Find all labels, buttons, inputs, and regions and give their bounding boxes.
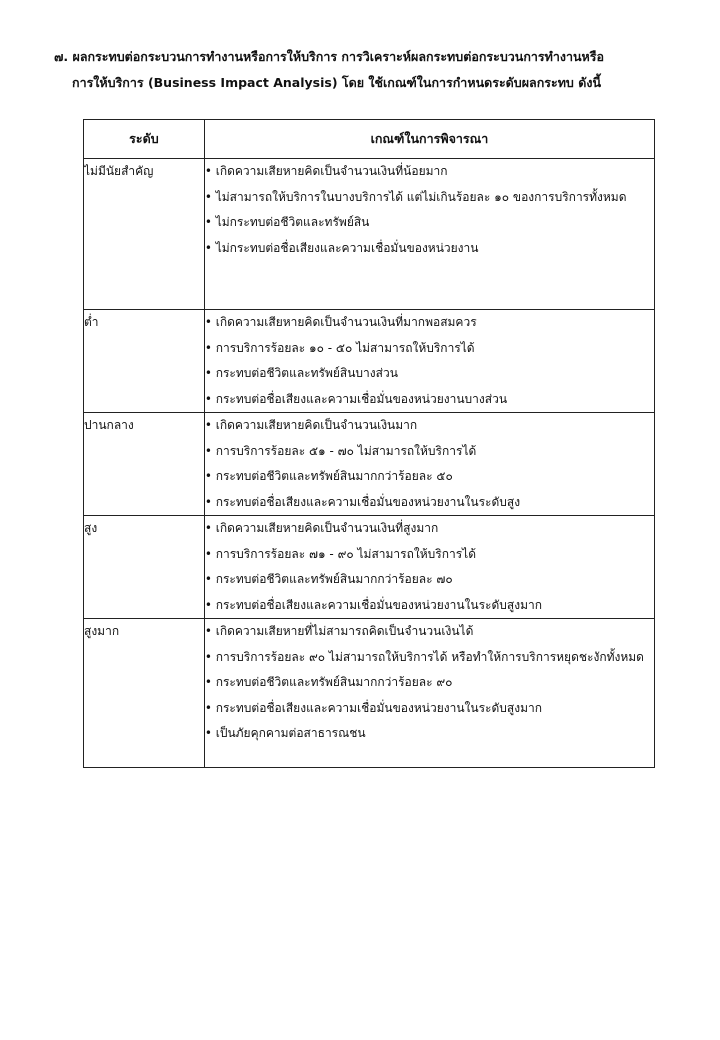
impact-level-table [83,119,655,768]
table-row [84,310,655,413]
criteria-item: • กระทบต่อชื่อเสียงและความเชื่อมั่นของหน่วยงานในระดับสูงมาก [205,696,654,722]
table-row [84,619,655,768]
level-cell: ปานกลาง [84,413,205,516]
level-cell: สูง [84,516,205,619]
criteria-item: • กระทบต่อชีวิตและทรัพย์สินมากกว่าร้อยละ ๕๐ [205,464,654,490]
section-heading-line-1: ๗. ผลกระทบต่อกระบวนการทำงานหรือการให้บริการ การวิเคราะห์ผลกระทบต่อกระบวนการทำงานหรือ [54,49,605,64]
section-heading [54,44,674,96]
criteria-item: • เกิดความเสียหายคิดเป็นจำนวนเงินที่น้อยมาก [205,159,654,185]
criteria-item: • ไม่กระทบต่อชื่อเสียงและความเชื่อมั่นของหน่วยงาน [205,236,654,262]
criteria-item: • กระทบต่อชีวิตและทรัพย์สินบางส่วน [205,361,654,387]
criteria-item: • กระทบต่อชีวิตและทรัพย์สินมากกว่าร้อยละ ๙๐ [205,670,654,696]
header-criteria: เกณฑ์ในการพิจารณา [204,120,654,159]
criteria-cell [204,310,654,413]
criteria-item: • ไม่กระทบต่อชีวิตและทรัพย์สิน [205,210,654,236]
level-cell: ไม่มีนัยสำคัญ [84,159,205,310]
criteria-item: • กระทบต่อชื่อเสียงและความเชื่อมั่นของหน่วยงานในระดับสูง [205,490,654,516]
criteria-item: • ไม่สามารถให้บริการในบางบริการได้ แต่ไม่เกินร้อยละ ๑๐ ของการบริการทั้งหมด [205,185,654,211]
criteria-item: • เกิดความเสียหายคิดเป็นจำนวนเงินมาก [205,413,654,439]
table-row [84,413,655,516]
criteria-item: • การบริการร้อยละ ๗๑ - ๙๐ ไม่สามารถให้บริการได้ [205,542,654,568]
criteria-item: • เกิดความเสียหายที่ไม่สามารถคิดเป็นจำนวนเงินได้ [205,619,654,645]
criteria-cell [204,516,654,619]
criteria-item: • เกิดความเสียหายคิดเป็นจำนวนเงินที่มากพอสมควร [205,310,654,336]
criteria-cell [204,413,654,516]
level-cell: สูงมาก [84,619,205,768]
criteria-cell [204,619,654,768]
criteria-item: • การบริการร้อยละ ๙๐ ไม่สามารถให้บริการได้ หรือทำให้การบริการหยุดชะงักทั้งหมด [205,645,654,671]
criteria-item: • กระทบต่อชื่อเสียงและความเชื่อมั่นของหน่วยงานบางส่วน [205,387,654,413]
section-heading-line-2: การให้บริการ (Business Impact Analysis) โดย ใช้เกณฑ์ในการกำหนดระดับผลกระทบ ดังนี้ [72,75,601,90]
table-row [84,159,655,310]
header-level: ระดับ [84,120,205,159]
criteria-item: • กระทบต่อชื่อเสียงและความเชื่อมั่นของหน่วยงานในระดับสูงมาก [205,593,654,619]
criteria-item: • เกิดความเสียหายคิดเป็นจำนวนเงินที่สูงมาก [205,516,654,542]
table-header-row [84,120,655,159]
criteria-cell [204,159,654,310]
table-row [84,516,655,619]
criteria-item: • การบริการร้อยละ ๕๑ - ๗๐ ไม่สามารถให้บริการได้ [205,439,654,465]
criteria-item: • การบริการร้อยละ ๑๐ - ๕๐ ไม่สามารถให้บริการได้ [205,336,654,362]
level-cell: ต่ำ [84,310,205,413]
criteria-item: • เป็นภัยคุกคามต่อสาธารณชน [205,721,654,747]
criteria-item: • กระทบต่อชีวิตและทรัพย์สินมากกว่าร้อยละ ๗๐ [205,567,654,593]
